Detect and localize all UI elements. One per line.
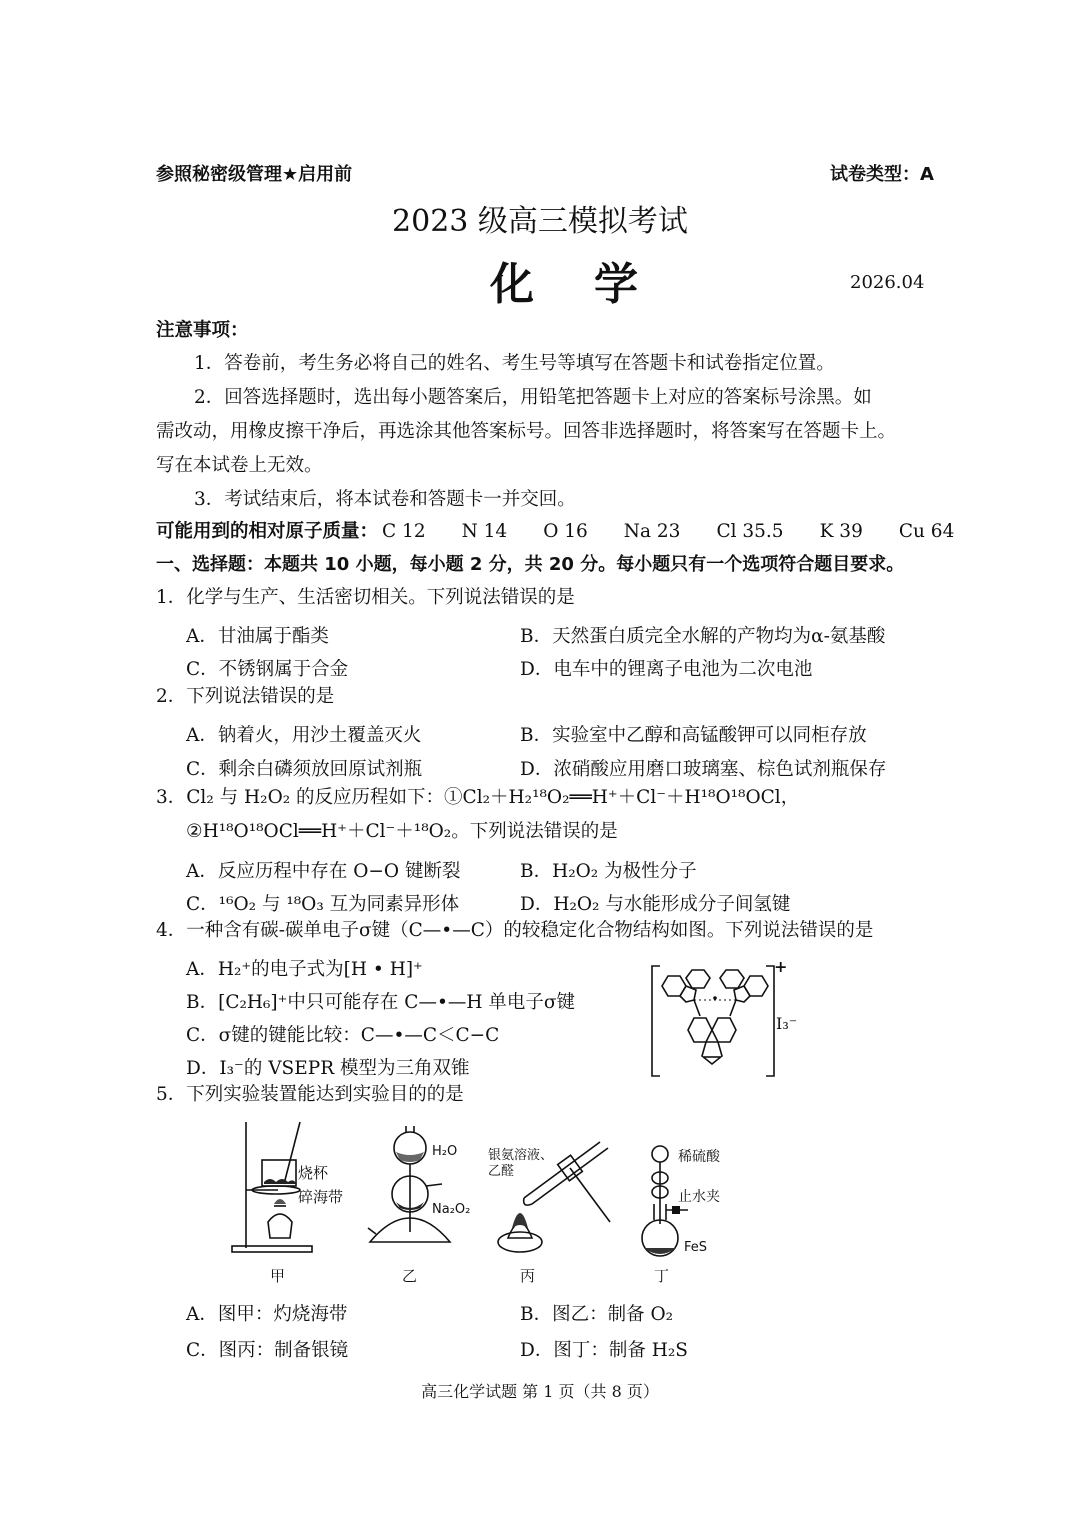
- mass-n: N 14: [461, 521, 508, 542]
- label-jia: 甲: [270, 1267, 286, 1285]
- q4-option-c: C．σ键的键能比较：C—•—C＜C−C: [186, 1025, 500, 1046]
- mass-c: C 12: [382, 521, 426, 542]
- q5-option-c: C．图丙：制备银镜: [186, 1340, 349, 1361]
- paper-type: 试卷类型：A: [830, 164, 934, 185]
- q2-option-d: D．浓硝酸应用磨口玻璃塞、棕色试剂瓶保存: [520, 759, 887, 780]
- label-yi: 乙: [402, 1267, 418, 1285]
- q1-stem: 1．化学与生产、生活密切相关。下列说法错误的是: [156, 587, 575, 608]
- label-h2o: H₂O: [432, 1144, 458, 1159]
- q3-stem-line-1: 3．Cl₂ 与 H₂O₂ 的反应历程如下：①Cl₂＋H₂¹⁸O₂══H⁺＋Cl⁻＋H¹⁸O¹⁸OCl，: [156, 787, 800, 808]
- label-dilute-h2so4: 稀硫酸: [678, 1149, 720, 1165]
- atomic-mass-label: 可能用到的相对原子质量：: [156, 521, 379, 542]
- q1-option-a: A．甘油属于酯类: [186, 626, 329, 647]
- mass-na: Na 23: [623, 521, 681, 542]
- left-bracket: [652, 966, 660, 1076]
- notice-item-3: 3．考试结束后，将本试卷和答题卡一并交回。: [194, 489, 576, 510]
- page-footer: 高三化学试题 第 1 页（共 8 页）: [421, 1382, 659, 1401]
- q3-option-b: B．H₂O₂ 为极性分子: [520, 861, 697, 882]
- q5-option-b: B．图乙：制备 O₂: [520, 1304, 674, 1325]
- q5-option-a: A．图甲：灼烧海带: [186, 1304, 348, 1325]
- notice-item-2-line-1: 2．回答选择题时，选出每小题答案后，用铅笔把答题卡上对应的答案标号涂黑。如: [194, 387, 872, 408]
- q5-option-d: D．图丁：制备 H₂S: [520, 1340, 688, 1361]
- q3-option-a: A．反应历程中存在 O−O 键断裂: [186, 861, 461, 882]
- label-bing: 丙: [520, 1267, 536, 1285]
- cation-charge: +: [774, 957, 788, 976]
- q2-option-a: A．钠着火，用沙土覆盖灭火: [186, 725, 422, 746]
- notice-item-2-line-3: 写在本试卷上无效。: [156, 455, 323, 476]
- q4-stem: 4．一种含有碳-碳单电子σ键（C—•—C）的较稳定化合物结构如图。下列说法错误的是: [156, 920, 874, 941]
- atomic-mass-line: [156, 523, 990, 542]
- radical-dot: [713, 996, 717, 1000]
- mass-cu: Cu 64: [898, 521, 955, 542]
- q4-option-d: D．I₃⁻的 VSEPR 模型为三角双锥: [186, 1058, 470, 1079]
- q3-option-d: D．H₂O₂ 与水能形成分子间氢键: [520, 894, 791, 915]
- exam-date: 2026.04: [850, 272, 925, 293]
- mass-k: K 39: [819, 521, 863, 542]
- label-na2o2: Na₂O₂: [432, 1202, 471, 1217]
- q2-option-b: B．实验室中乙醇和高锰酸钾可以同柜存放: [520, 725, 867, 746]
- q2-option-c: C．剩余白磷须放回原试剂瓶: [186, 759, 423, 780]
- q1-option-d: D．电车中的锂离子电池为二次电池: [520, 659, 813, 680]
- q5-stem: 5．下列实验装置能达到实验目的的是: [156, 1084, 464, 1105]
- q1-option-c: C．不锈钢属于合金: [186, 659, 349, 680]
- exam-title: 2023 级高三模拟考试: [392, 204, 688, 239]
- label-silver-ammonia: 银氨溶液、: [488, 1148, 554, 1163]
- notice-heading: 注意事项：: [156, 320, 249, 341]
- label-water-clamp: 止水夹: [678, 1189, 720, 1205]
- label-acetaldehyde: 乙醛: [488, 1164, 515, 1179]
- mass-cl: Cl 35.5: [716, 521, 784, 542]
- q1-option-b: B．天然蛋白质完全水解的产物均为α-氨基酸: [520, 626, 886, 647]
- right-bracket: [766, 966, 774, 1076]
- label-ding: 丁: [654, 1267, 670, 1285]
- q4-option-b: B．[C₂H₆]⁺中只可能存在 C—•—H 单电子σ键: [186, 992, 576, 1013]
- mass-o: O 16: [543, 521, 588, 542]
- section-heading: 一、选择题：本题共 10 小题，每小题 2 分，共 20 分。每小题只有一个选项符合题目要求。: [156, 554, 905, 575]
- confidential-label: 参照秘密级管理★启用前: [156, 164, 353, 185]
- q4-option-a: A．H₂⁺的电子式为[H • H]⁺: [186, 959, 423, 980]
- q3-stem-line-2: ②H¹⁸O¹⁸OCl══H⁺＋Cl⁻＋¹⁸O₂。下列说法错误的是: [186, 821, 618, 842]
- q3-option-c: C．¹⁶O₂ 与 ¹⁸O₃ 互为同素异形体: [186, 894, 460, 915]
- notice-item-2-line-2: 需改动，用橡皮擦干净后，再选涂其他答案标号。回答非选择题时，将答案写在答题卡上。: [156, 421, 897, 442]
- label-fes: FeS: [684, 1240, 708, 1255]
- label-seaweed: 碎海带: [298, 1188, 344, 1206]
- label-beaker: 烧杯: [298, 1164, 329, 1182]
- subject-title: 化学: [490, 259, 698, 310]
- triiodide-label: I₃⁻: [776, 1014, 798, 1033]
- notice-item-1: 1．答卷前，考生务必将自己的姓名、考生号等填写在答题卡和试卷指定位置。: [194, 353, 835, 374]
- q2-stem: 2．下列说法错误的是: [156, 686, 335, 707]
